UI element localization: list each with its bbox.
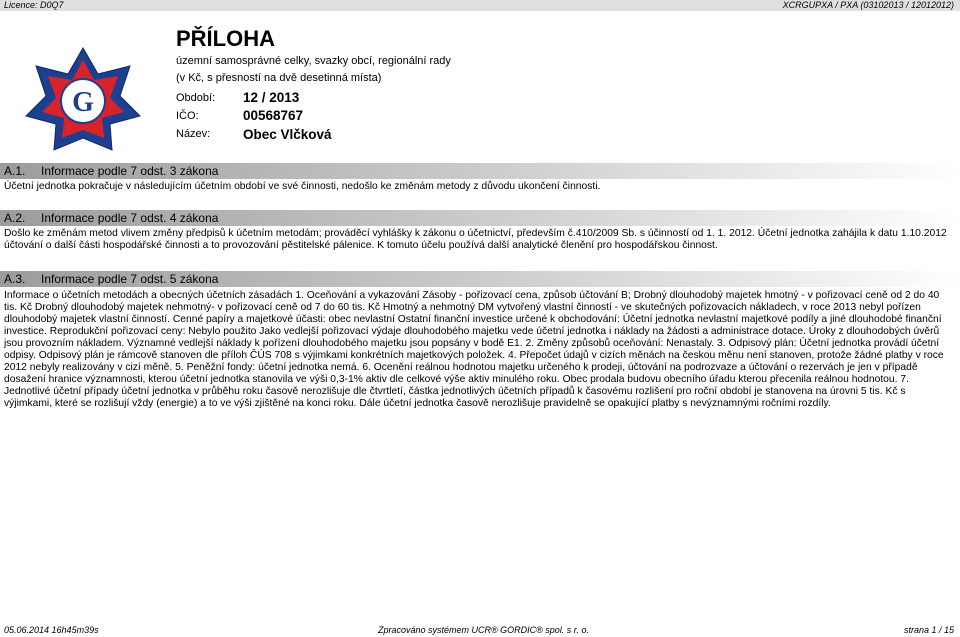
period-label: Období: xyxy=(176,92,216,104)
section-text-a2: Došlo ke změnám metod vlivem změny předpisů k účetním metodám; prováděcí vyhlášky k zákonu o účetnictví, především č.410/2009 Sb. s účinností od 1. 1. 2012. Účetní jednotka zahájila k datu 1.10.2012 účtování o další části hospodářské činnosti a to provozování pěstitelské pálenice. K tomuto účelu používá další analytické členění pro hospodářskou činnost. xyxy=(4,228,947,251)
subtitle-currency: (v Kč, s přesností na dvě desetinná místa) xyxy=(176,72,382,84)
footer-datetime: 05.06.2014 16h45m39s xyxy=(4,625,99,635)
section-header-a2 xyxy=(0,210,960,226)
svg-text:G: G xyxy=(72,87,94,118)
document-title: PŘÍLOHA xyxy=(176,26,275,51)
ico-value: 00568767 xyxy=(243,108,304,123)
footer-bar xyxy=(0,624,960,637)
section-label: Informace podle 7 odst. 3 zákona xyxy=(41,164,219,178)
section-header-a1 xyxy=(0,163,960,179)
license-text: Licence: D0Q7 xyxy=(4,0,64,10)
name-label: Název: xyxy=(176,128,211,140)
section-number: A.3. xyxy=(4,272,26,286)
ico-label: IČO: xyxy=(176,110,199,122)
section-text-a1: Účetní jednotka pokračuje v následujícím účetním období ve své činnosti, nedošlo ke změnám metody z důvodu ukončení činnosti. xyxy=(4,181,601,192)
gordic-logo-icon xyxy=(24,46,142,152)
section-header-a3 xyxy=(0,271,960,287)
subtitle-entity: územní samosprávné celky, svazky obcí, regionální rady xyxy=(176,55,451,67)
footer-page: strana 1 / 15 xyxy=(903,625,954,635)
section-label: Informace podle 7 odst. 5 zákona xyxy=(41,272,219,286)
name-value: Obec Vlčková xyxy=(243,127,332,142)
section-number: A.2. xyxy=(4,211,26,225)
report-code: XCRGUPXA / PXA (03102013 / 12012012) xyxy=(782,0,954,10)
header-bar xyxy=(0,0,960,11)
period-value: 12 / 2013 xyxy=(243,90,300,105)
section-number: A.1. xyxy=(4,164,26,178)
section-text-a3: Informace o účetních metodách a obecných účetních zásadách 1. Oceňování a vykazování Zásoby - pořizovací cena, způsob účtování B; Drobný dlouhodobý majetek hmotný - v pořizovací ceně od 2 do 40 tis. Kč Drobný dlouhodobý majetek nehmotný- v pořizovací ceně od 7 do 60 tis. Kč Hmotný a nehmotný DM vytvořený vlastní činností - ve skutečných pořizovacích nákladech, v roce 2013 nebyl pořízen dlouhodobý majetek vlastní činností. Cenné papíry a majetkové účasti: obec nevlastní Ostatní finanční investice určené k obchodování: Účetní jednotka nevlastní majetkové podíly a jiné dlouhodobé finanční investice. Reprodukční pořizovací ceny: Nebylo použito Jako vedlejší pořizovací výdaje dlouhodobého majetku vede účetní jednotka i náklady na žádosti a administrace dotace. Úroky z dlouhodobých úvěrů jsou provozním nákladem. Významné vedlejší náklady k pořízení dlouhodobého majetku jsou popsány v bodě E1. 2. Změny způsobů oceňování: Nenastaly. 3. Odpisový plán: Účetní jednotka provádí účetní odpisy. Odpisový plán je rámcově stanoven dle příloh ČÚS 708 s výjimkami konkrétních majetkových položek. 4. Přepočet údajů v cizích měnách na českou měnu není stanoven, protože žádné platby v roce 2012 nebyly realizovány v cizí měně. 5. Peněžní fondy: účetní jednotka nemá. 6. Ocenění reálnou hodnotou majetku určeného k prodeji, účtování na podrozvaze a účtování o rezervách je jen v případě dosažení hranice významnosti, kterou účetní jednotka stanovila ve výši 0,3-1% aktiv dle celkové výše aktiv minulého roku. Obec prodala budovu obecního úřadu kterou přecenila reálnou hodnotou. 7. Jednotlivé účetní případy účetní jednotka v průběhu roku časově nerozlišuje dle čtvrtletí, částka jednotlivých účetních případů k časovému rozlišení pro roční období je stanovena na úrovni 5 tis. Kč s výjimkami, které se rozlišují vždy (energie) a to ve výši zjištěné na konci roku. Dále účetní jednotka časově nerozlišuje pravidelně se opakující platby s nevýznamnými ročními rozdíly. xyxy=(4,290,944,409)
footer-system: Zpracováno systémem UCR® GORDIC® spol. s r. o. xyxy=(378,625,589,635)
section-label: Informace podle 7 odst. 4 zákona xyxy=(41,211,219,225)
